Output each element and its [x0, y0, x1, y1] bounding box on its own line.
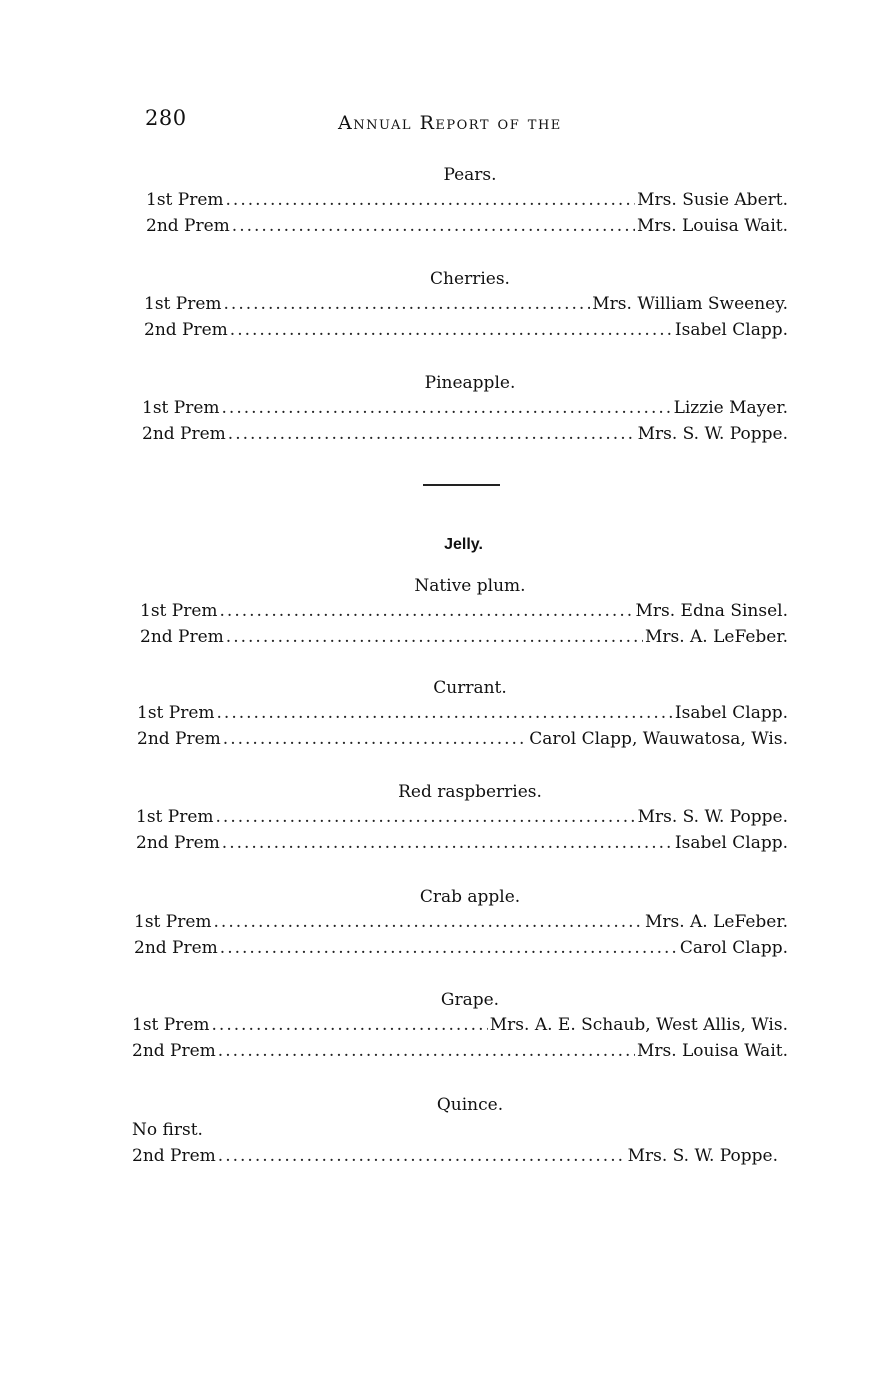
winner-name: Mrs. Edna Sinsel. — [635, 601, 788, 621]
winner-name: Isabel Clapp. — [674, 703, 788, 723]
winner-name: Mrs. Louisa Wait. — [636, 1041, 788, 1061]
dot-leader — [212, 1012, 488, 1038]
section-grape — [132, 988, 788, 1064]
winner-name: Mrs. S. W. Poppe. — [637, 424, 788, 444]
running-title: Annual Report of the — [338, 112, 562, 134]
premium-label: 2nd Prem — [140, 627, 224, 647]
page-number: 280 — [145, 106, 187, 130]
winner-name: Carol Clapp. — [679, 938, 788, 958]
dot-leader — [230, 317, 673, 343]
section-native-plum — [132, 574, 788, 650]
premium-label: 2nd Prem — [132, 1041, 216, 1061]
section-quince — [132, 1093, 788, 1169]
section-crab-apple — [132, 885, 788, 961]
section-title: Red raspberries. — [398, 782, 542, 802]
premium-entry — [136, 804, 788, 830]
premium-entry — [132, 1012, 788, 1038]
dot-leader — [220, 598, 634, 624]
premium-label: 1st Prem — [137, 703, 215, 723]
dot-leader — [217, 700, 673, 726]
dot-leader — [226, 187, 636, 213]
premium-entry — [137, 700, 788, 726]
dot-leader — [226, 624, 643, 650]
winner-name: Mrs. A. LeFeber. — [644, 627, 788, 647]
dot-leader — [232, 213, 635, 239]
dot-leader — [224, 291, 591, 317]
jelly-heading: Jelly. — [444, 536, 483, 553]
premium-label: 1st Prem — [132, 1015, 210, 1035]
section-title: Pineapple. — [424, 373, 516, 393]
section-title: Cherries. — [430, 269, 510, 289]
premium-entry — [146, 187, 788, 213]
section-pineapple — [132, 371, 788, 447]
premium-entry — [144, 317, 788, 343]
premium-entry — [140, 598, 788, 624]
section-divider-rule — [423, 484, 500, 486]
dot-leader — [218, 1143, 626, 1169]
dot-leader — [218, 1038, 635, 1064]
winner-name: Lizzie Mayer. — [673, 398, 788, 418]
premium-label: 2nd Prem — [132, 1146, 216, 1166]
premium-entry — [132, 1143, 778, 1169]
premium-label: 1st Prem — [136, 807, 214, 827]
section-title: Pears. — [443, 165, 497, 185]
premium-label: 2nd Prem — [144, 320, 228, 340]
premium-entry — [142, 421, 788, 447]
section-title: Native plum. — [414, 576, 526, 596]
premium-entry — [132, 1038, 788, 1064]
section-title: Quince. — [436, 1095, 504, 1115]
premium-entry — [134, 909, 788, 935]
premium-entry — [134, 935, 788, 961]
winner-name: Isabel Clapp. — [674, 320, 788, 340]
premium-label: 1st Prem — [142, 398, 220, 418]
winner-name: Isabel Clapp. — [674, 833, 788, 853]
section-title: Currant. — [433, 678, 507, 698]
premium-entry — [142, 395, 788, 421]
winner-name: Mrs. Louisa Wait. — [636, 216, 788, 236]
dot-leader — [214, 909, 643, 935]
premium-label: 2nd Prem — [134, 938, 218, 958]
winner-name: Mrs. Susie Abert. — [637, 190, 788, 210]
winner-name: Mrs. William Sweeney. — [592, 294, 788, 314]
premium-label: 1st Prem — [134, 912, 212, 932]
premium-entry — [140, 624, 788, 650]
winner-name: Carol Clapp, Wauwatosa, Wis. — [529, 729, 788, 749]
premium-label: 2nd Prem — [136, 833, 220, 853]
premium-entry — [146, 213, 788, 239]
premium-label: 2nd Prem — [142, 424, 226, 444]
premium-entry — [144, 291, 788, 317]
premium-label: 1st Prem — [144, 294, 222, 314]
winner-name: Mrs. S. W. Poppe. — [637, 807, 788, 827]
winner-name: Mrs. S. W. Poppe. — [627, 1146, 778, 1166]
premium-entry — [137, 726, 788, 752]
premium-entry — [136, 830, 788, 856]
no-first-note: No first. — [132, 1120, 203, 1140]
section-currant — [132, 676, 788, 752]
section-pears — [132, 163, 788, 239]
dot-leader — [220, 935, 678, 961]
premium-label: 2nd Prem — [137, 729, 221, 749]
premium-label: 2nd Prem — [146, 216, 230, 236]
winner-name: Mrs. A. LeFeber. — [644, 912, 788, 932]
premium-label: 1st Prem — [140, 601, 218, 621]
dot-leader — [222, 395, 672, 421]
section-title: Crab apple. — [419, 887, 521, 907]
winner-name: Mrs. A. E. Schaub, West Allis, Wis. — [489, 1015, 788, 1035]
section-cherries — [132, 267, 788, 343]
section-red-raspberries — [132, 780, 788, 856]
dot-leader — [216, 804, 636, 830]
premium-label: 1st Prem — [146, 190, 224, 210]
dot-leader — [223, 726, 527, 752]
section-title: Grape. — [440, 990, 500, 1010]
dot-leader — [228, 421, 636, 447]
dot-leader — [222, 830, 673, 856]
